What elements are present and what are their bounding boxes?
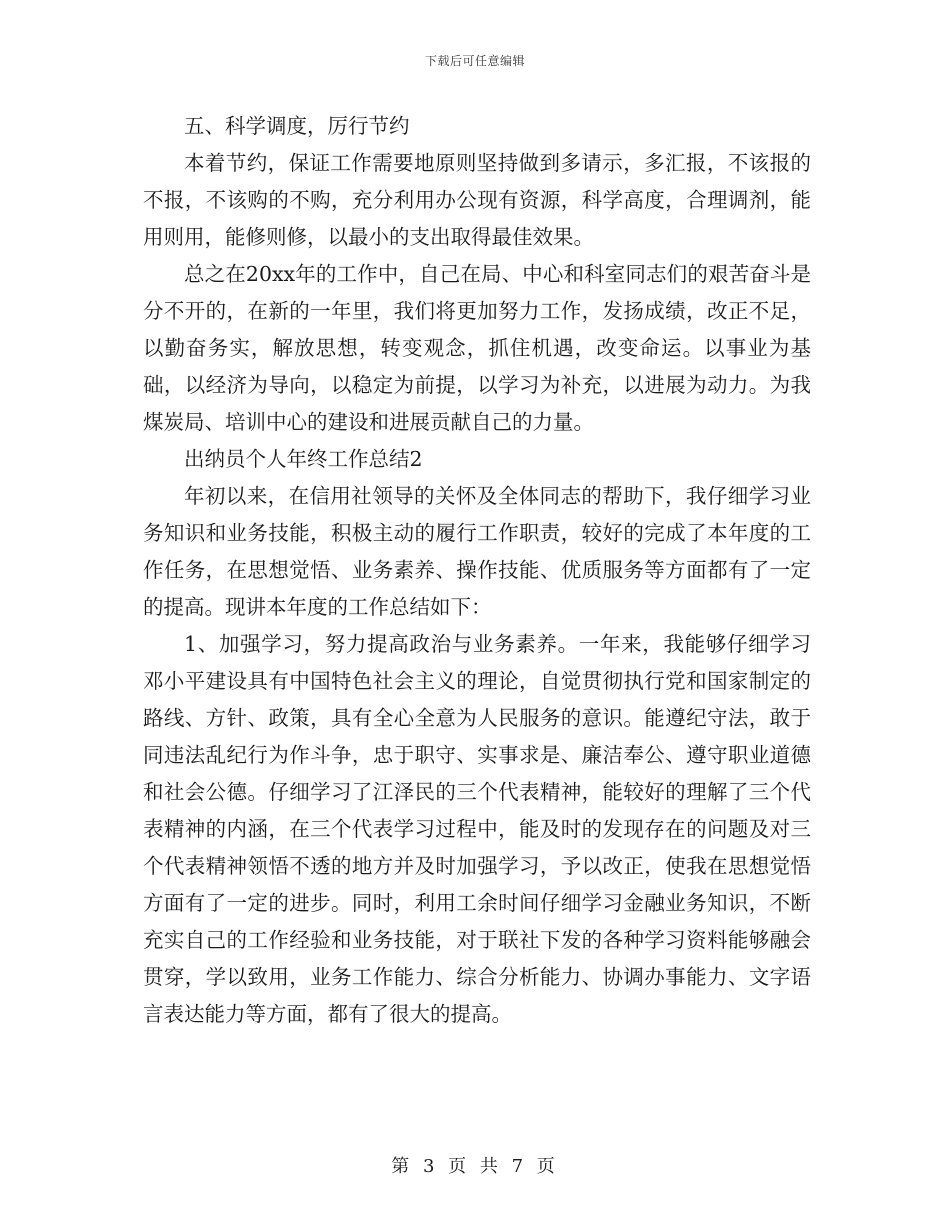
page-header-note: 下载后可任意编辑 [424,54,525,68]
section-heading-5: 五、科学调度，厉行节约 [184,114,410,138]
paragraph-intro: 年初以来，在信用社领导的关怀及全体同志的帮助下，我仔细学习业务知识和业务技能，积极主动的履行工作职责，较好的完成了本年度的工作任务，在思想觉悟、业务素养、操作技能、优质服务等方面都有了一定的提高。现讲本年度的工作总结如下： [143,484,811,619]
paragraph-frugality: 本着节约，保证工作需要地原则坚持做到多请示，多汇报，不该报的不报，不该购的不购，充分利用办公现有资源，科学高度，合理调剂，能用则用，能修则修，以最小的支出取得最佳效果。 [143,151,811,249]
document-body [143,108,811,1033]
report-title-2: 出纳员个人年终工作总结2 [184,447,423,471]
paragraph-summary: 总之在20xx年的工作中，自己在局、中心和科室同志们的艰苦奋斗是分不开的，在新的一年里，我们将更加努力工作，发扬成绩，改正不足，以勤奋务实，解放思想，转变观念，抓住机遇，改变命运。以事业为基础，以经济为导向，以稳定为前提，以学习为补充，以进展为动力。为我煤炭局、培训中心的建设和进展贡献自己的力量。 [143,262,811,434]
paragraph-study: 1、加强学习，努力提高政治与业务素养。一年来，我能够仔细学习邓小平建设具有中国特色社会主义的理论，自觉贯彻执行党和国家制定的路线、方针、政策，具有全心全意为人民服务的意识。能遵纪守法，敢于同违法乱纪行为作斗争，忠于职守、实事求是、廉洁奉公、遵守职业道德和社会公德。仔细学习了江泽民的三个代表精神，能较好的理解了三个代表精神的内涵，在三个代表学习过程中，能及时的发现存在的问题及对三个代表精神领悟不透的地方并及时加强学习，予以改正，使我在思想觉悟方面有了一定的进步。同时，利用工余时间仔细学习金融业务知识，不断充实自己的工作经验和业务技能，对于联社下发的各种学习资料能够融会贯穿，学以致用，业务工作能力、综合分析能力、协调办事能力、文字语言表达能力等方面，都有了很大的提高。 [143,632,811,1026]
page-number: 第 3 页 共 7 页 [391,1156,559,1177]
